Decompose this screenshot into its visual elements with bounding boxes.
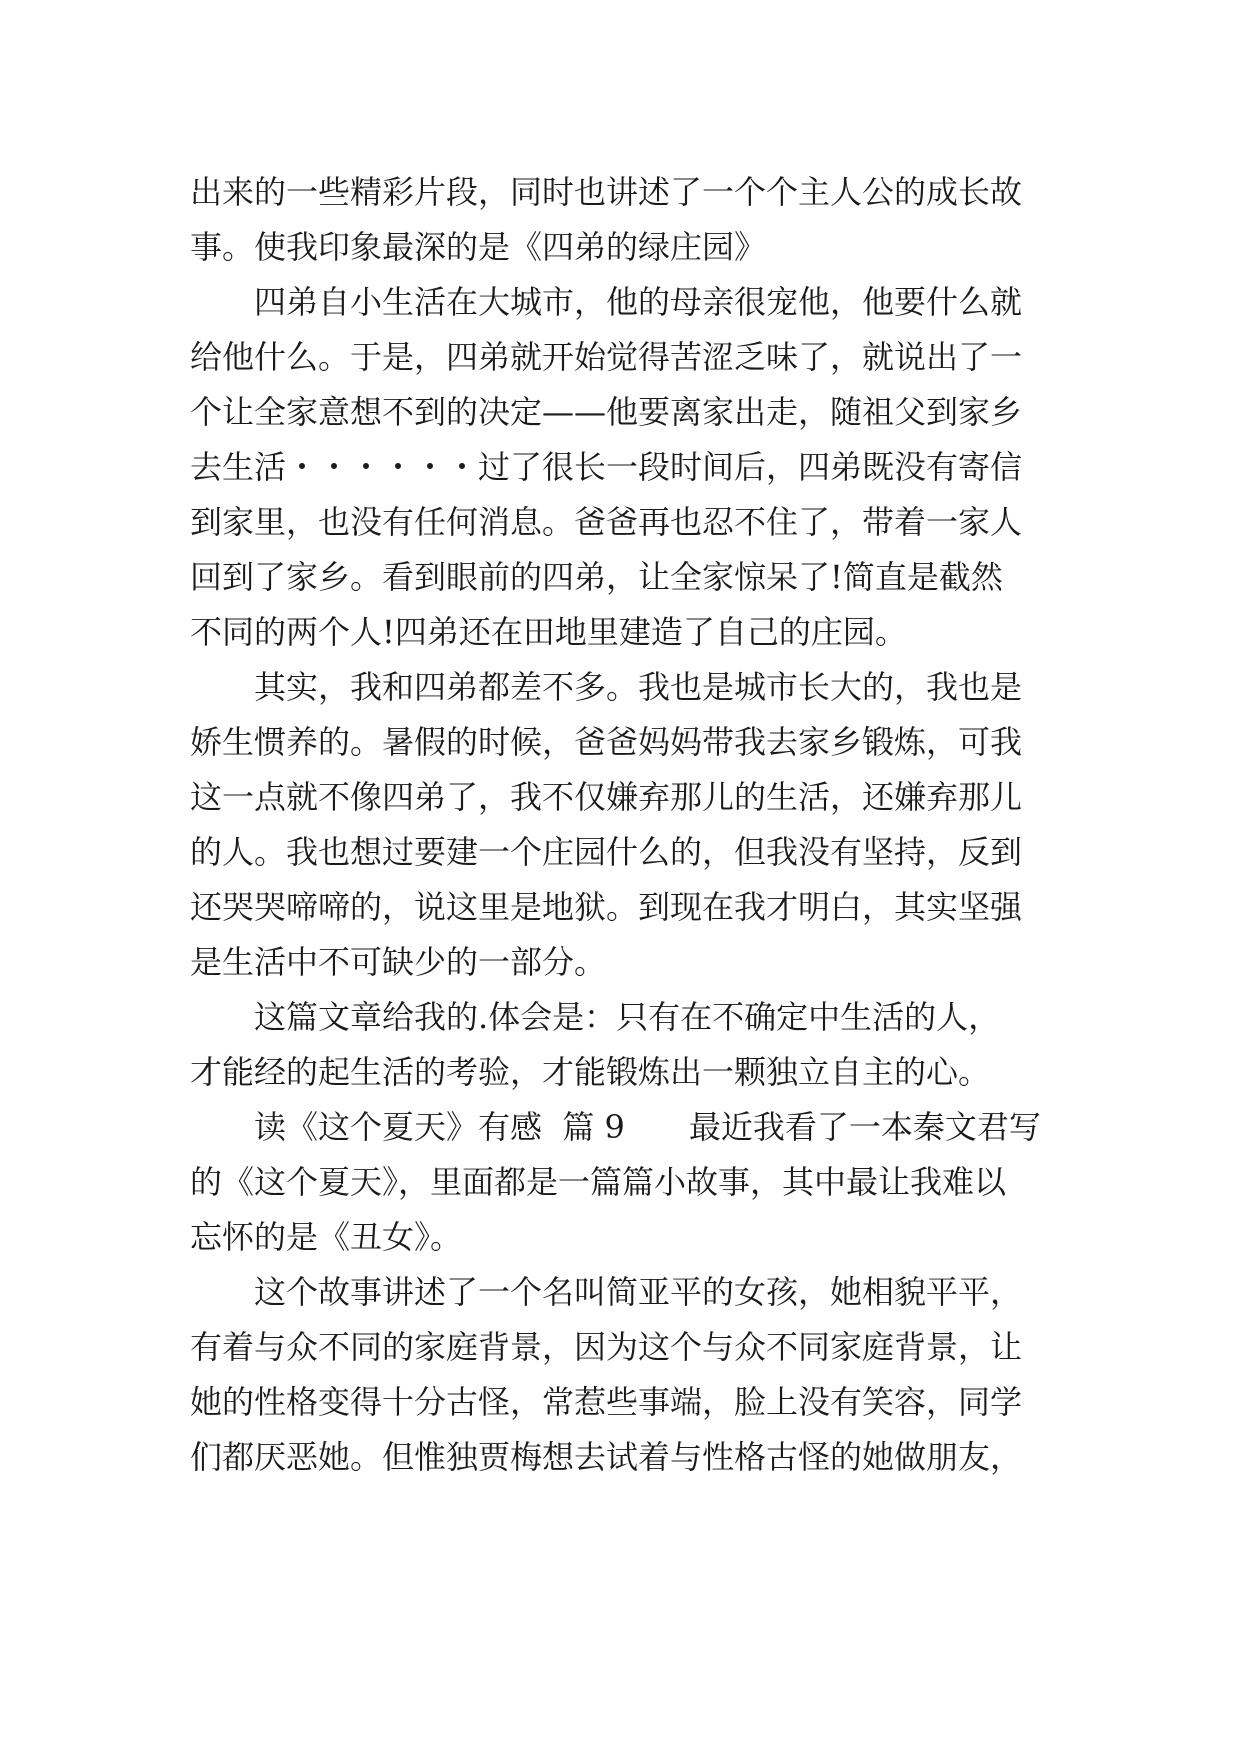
- text-line: 是生活中不可缺少的一部分。: [190, 943, 607, 981]
- text-line: 的人。我也想过要建一个庄园什么的，但我没有坚持，反到: [190, 833, 1023, 871]
- text-line: 她的性格变得十分古怪，常惹些事端，脸上没有笑容，同学: [190, 1383, 1023, 1421]
- text-line: 还哭哭啼啼的，说这里是地狱。到现在我才明白，其实坚强: [190, 888, 1023, 926]
- text-line: 这篇文章给我的.体会是：只有在不确定中生活的人，: [190, 998, 1001, 1036]
- text-line: 忘怀的是《丑女》。: [190, 1218, 463, 1256]
- text-line: 们都厌恶她。但惟独贾梅想去试着与性格古怪的她做朋友，: [190, 1438, 1023, 1476]
- text-line: 事。使我印象最深的是《四弟的绿庄园》: [190, 228, 767, 266]
- text-line: 个让全家意想不到的决定——他要离家出走，随祖父到家乡: [190, 393, 1023, 431]
- text-line: 这一点就不像四弟了，我不仅嫌弃那儿的生活，还嫌弃那儿: [190, 778, 1023, 816]
- text-line: 有着与众不同的家庭背景，因为这个与众不同家庭背景，让: [190, 1328, 1023, 1366]
- text-line: 去生活・・・・・・过了很长一段时间后，四弟既没有寄信: [190, 448, 1023, 486]
- text-line: 回到了家乡。看到眼前的四弟，让全家惊呆了!简直是截然: [190, 558, 1003, 596]
- text-line: 出来的一些精彩片段，同时也讲述了一个个主人公的成长故: [190, 173, 1023, 211]
- text-line: 这个故事讲述了一个名叫简亚平的女孩，她相貌平平，: [190, 1273, 1023, 1311]
- text-line: 读《这个夏天》有感 篇 9 最近我看了一本秦文君写: [190, 1108, 1041, 1146]
- text-line: 才能经的起生活的考验，才能锻炼出一颗独立自主的心。: [190, 1053, 991, 1091]
- text-line: 不同的两个人!四弟还在田地里建造了自己的庄园。: [190, 613, 907, 651]
- text-line: 四弟自小生活在大城市，他的母亲很宠他，他要什么就: [190, 283, 1023, 321]
- body-text: [190, 165, 1060, 1485]
- text-line: 娇生惯养的。暑假的时候，爸爸妈妈带我去家乡锻炼，可我: [190, 723, 1023, 761]
- text-line: 给他什么。于是，四弟就开始觉得苦涩乏味了，就说出了一: [190, 338, 1023, 376]
- text-line: 的《这个夏天》，里面都是一篇篇小故事，其中最让我难以: [190, 1163, 1007, 1201]
- text-line: 其实，我和四弟都差不多。我也是城市长大的，我也是: [190, 668, 1023, 706]
- text-line: 到家里，也没有任何消息。爸爸再也忍不住了，带着一家人: [190, 503, 1023, 541]
